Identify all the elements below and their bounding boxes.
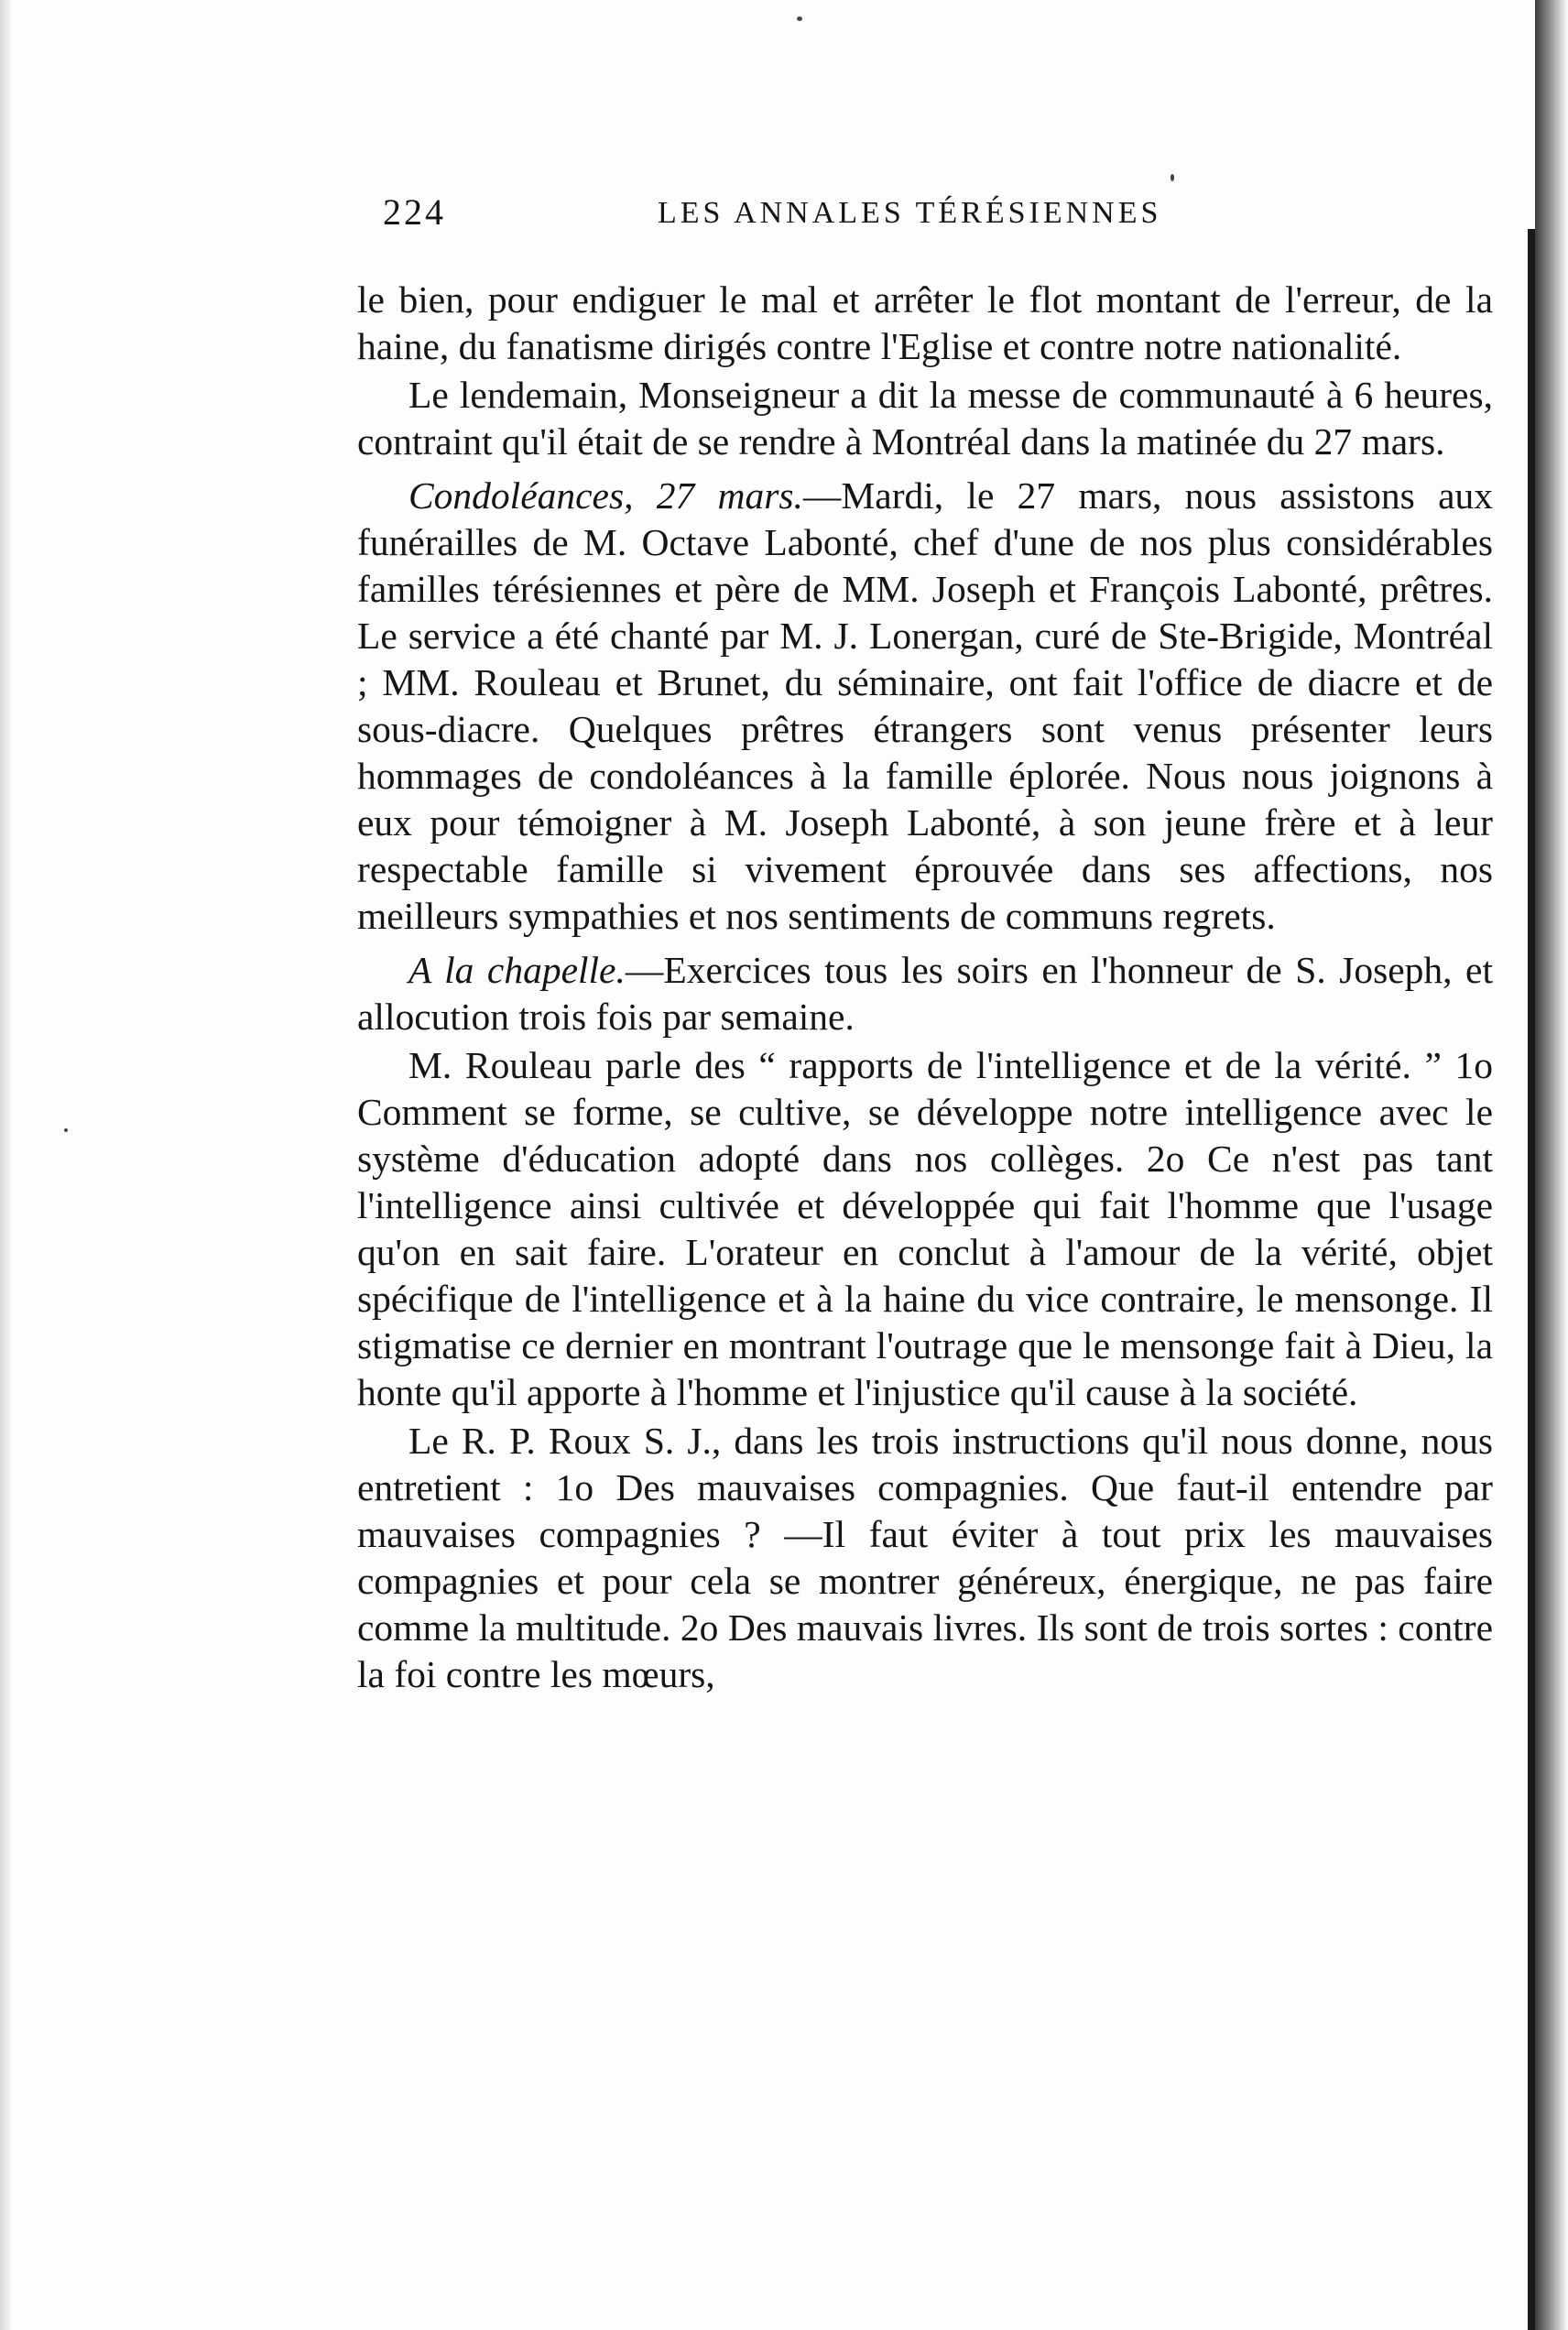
paragraph [357, 1418, 1493, 1698]
scan-right-shadow [1535, 0, 1568, 2330]
running-head [383, 191, 1390, 245]
paragraph-lead: A la chapelle. [408, 949, 626, 991]
scan-speck [797, 16, 802, 21]
paragraph [357, 947, 1493, 1040]
paragraph-text: Le R. P. Roux S. J., dans les trois instructions qu'il nous donne, nous entretient : 1o Des mauvaises compagnies. Que faut-il entendre par mauvaises compagnies ? —Il faut éviter à tout prix les mauvaises compagnies et pour cela se montrer généreux, énergique, ne pas faire comme la multitude. 2o Des mauvais livres. Ils sont de trois sortes : contre la foi contre les mœurs, [357, 1420, 1493, 1695]
paragraph [357, 1042, 1493, 1416]
paragraph-text: —Mardi, le 27 mars, nous assistons aux funérailles de M. Octave Labonté, chef d'une de nos plus considérables familles térésiennes et père de MM. Joseph et François Labonté, prêtres. Le service a été chanté par M. J. Lonergan, curé de Ste-Brigide, Montréal ; MM. Rouleau et Brunet, du séminaire, ont fait l'office de diacre et de sous-diacre. Quelques prêtres étrangers sont venus présenter leurs hommages de condoléances à la famille éplorée. Nous nous joignons à eux pour témoigner à M. Joseph Labonté, à son jeune frère et à leur respectable famille si vivement éprouvée dans ses affections, nos meilleurs sympathies et nos sentiments de communs regrets. [357, 474, 1493, 937]
paragraph-lead: Condoléances, 27 mars. [408, 474, 803, 517]
page-number: 224 [383, 191, 446, 233]
paragraph [357, 473, 1493, 940]
paragraph-text: —Exercices tous les soirs en l'honneur de S. Joseph, et allocution trois fois par semaine. [357, 949, 1494, 1038]
paragraph [357, 277, 1493, 370]
scan-speck [1171, 174, 1174, 181]
paragraph-text: le bien, pour endiguer le mal et arrêter le flot montant de l'erreur, de la haine, du fanatisme dirigés contre l'Eglise et contre notre nationalité. [357, 278, 1493, 367]
paragraph [357, 372, 1493, 465]
paragraph-text: Le lendemain, Monseigneur a dit la messe de communauté à 6 heures, contraint qu'il était de se rendre à Montréal dans la matinée du 27 mars. [357, 374, 1493, 463]
scan-right-edge [1528, 229, 1535, 2330]
scan-left-edge [0, 0, 13, 2330]
running-title: LES ANNALES TÉRÉSIENNES [658, 196, 1162, 230]
body-text [357, 277, 1493, 1700]
scan-speck [64, 1128, 68, 1132]
paragraph-text: M. Rouleau parle des “ rapports de l'intelligence et de la vérité. ” 1o Comment se forme, se cultive, se développe notre intelligence avec le système d'éducation adopté dans nos collèges. 2o Ce n'est pas tant l'intelligence ainsi cultivée et développée qui fait l'homme que l'usage qu'on en sait faire. L'orateur en conclut à l'amour de la vérité, objet spécifique de l'intelligence et à la haine du vice contraire, le mensonge. Il stigmatise ce dernier en montrant l'outrage que le mensonge fait à Dieu, la honte qu'il apporte à l'homme et l'injustice qu'il cause à la société. [357, 1044, 1493, 1413]
